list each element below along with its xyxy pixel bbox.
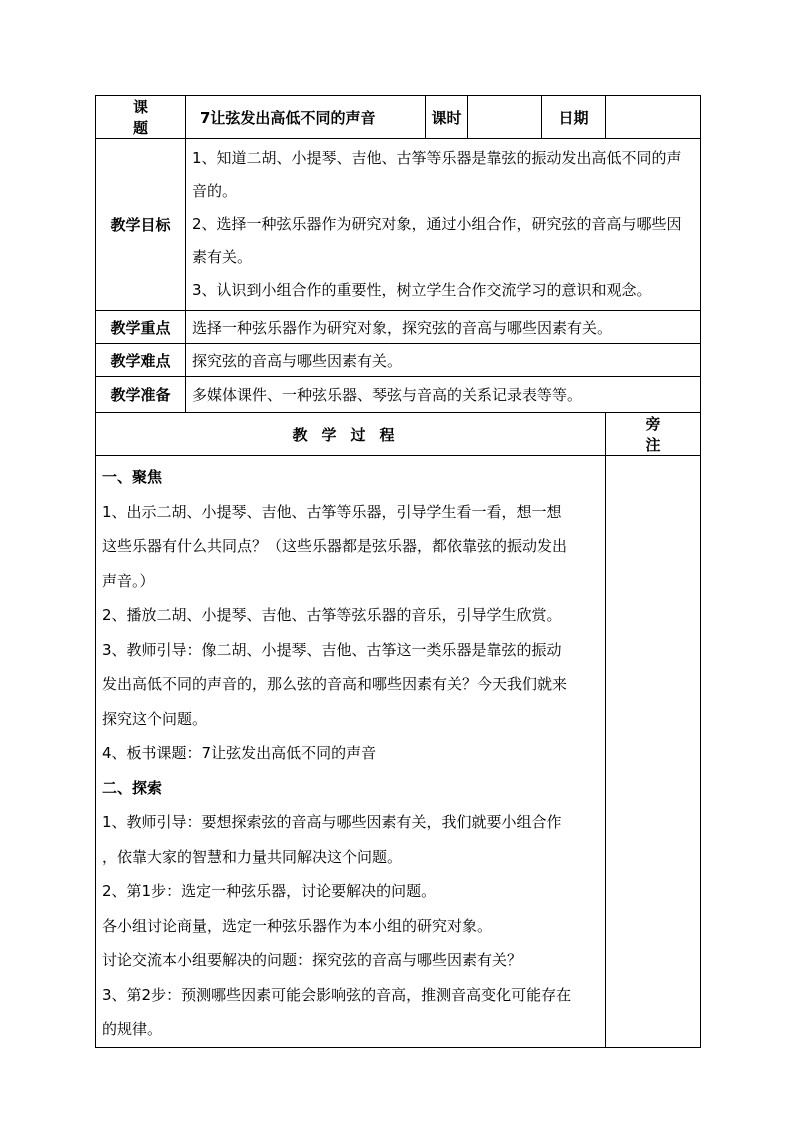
process-line: 发出高低不同的声音的，那么弦的音高和哪些因素有关？今天我们就来 <box>102 675 568 693</box>
process-line: ，依靠大家的智慧和力量共同解决这个问题。 <box>102 847 403 866</box>
process-line: 4、板书课题：7让弦发出高低不同的声音 <box>102 744 377 762</box>
process-row <box>96 456 701 1048</box>
lesson-plan-table <box>95 95 701 1048</box>
process-line: 3、教师引导：像二胡、小提琴、吉他、古筝这一类乐器是靠弦的振动 <box>102 640 562 659</box>
topic-label: 课题 <box>96 96 186 139</box>
process-line: 2、播放二胡、小提琴、吉他、古筝等弦乐器的音乐，引导学生欣赏。 <box>102 606 562 624</box>
process-line: 探究这个问题。 <box>102 709 208 728</box>
process-line: 声音。） <box>102 571 155 590</box>
date-label: 日期 <box>542 96 606 139</box>
period-label: 课时 <box>426 96 468 139</box>
section-heading: 二、探索 <box>102 778 163 797</box>
date-value <box>606 96 701 139</box>
objective-item: 2、选择一种弦乐器作为研究对象，通过小组合作，研究弦的音高与哪些因素有关。 <box>192 215 682 266</box>
objectives-row <box>96 139 701 311</box>
process-line: 1、出示二胡、小提琴、吉他、古筝等乐器，引导学生看一看，想一想 <box>102 502 562 521</box>
process-line: 3、第2步：预测哪些因素可能会影响弦的音高，推测音高变化可能存在 <box>102 985 572 1004</box>
difficulty-label: 教学难点 <box>96 344 186 377</box>
key-point-row <box>96 311 701 344</box>
key-point-text: 选择一种弦乐器作为研究对象，探究弦的音高与哪些因素有关。 <box>186 311 701 344</box>
period-value <box>468 96 542 139</box>
header-row <box>96 96 701 139</box>
process-heading: 教学过程 <box>96 413 606 456</box>
preparation-label: 教学准备 <box>96 377 186 413</box>
objectives-label: 教学目标 <box>96 139 186 311</box>
side-note-content <box>606 456 701 1048</box>
preparation-text: 多媒体课件、一种弦乐器、琴弦与音高的关系记录表等等。 <box>186 377 701 413</box>
process-line: 2、第1步：选定一种弦乐器，讨论要解决的问题。 <box>102 882 437 900</box>
objective-item: 1、知道二胡、小提琴、吉他、古筝等乐器是靠弦的振动发出高低不同的声音的。 <box>192 149 682 200</box>
topic-value: 7让弦发出高低不同的声音 <box>186 96 426 139</box>
process-line: 1、教师引导：要想探索弦的音高与哪些因素有关，我们就要小组合作 <box>102 813 562 831</box>
process-line: 各小组讨论商量，选定一种弦乐器作为本小组的研究对象。 <box>102 916 493 935</box>
section-heading: 一、聚焦 <box>102 468 163 486</box>
objectives-content <box>186 139 701 311</box>
process-content <box>96 456 606 1048</box>
process-header-row <box>96 413 701 456</box>
difficulty-text: 探究弦的音高与哪些因素有关。 <box>186 344 701 377</box>
difficulty-row <box>96 344 701 377</box>
preparation-row <box>96 377 701 413</box>
key-point-label: 教学重点 <box>96 311 186 344</box>
side-note-heading: 旁注 <box>606 413 701 456</box>
process-line: 的规律。 <box>102 1020 163 1038</box>
process-line: 讨论交流本小组要解决的问题：探究弦的音高与哪些因素有关？ <box>102 951 523 969</box>
process-line: 这些乐器有什么共同点？（这些乐器都是弦乐器，都依靠弦的振动发出 <box>102 537 568 555</box>
objective-item: 3、认识到小组合作的重要性，树立学生合作交流学习的意识和观念。 <box>192 281 652 299</box>
